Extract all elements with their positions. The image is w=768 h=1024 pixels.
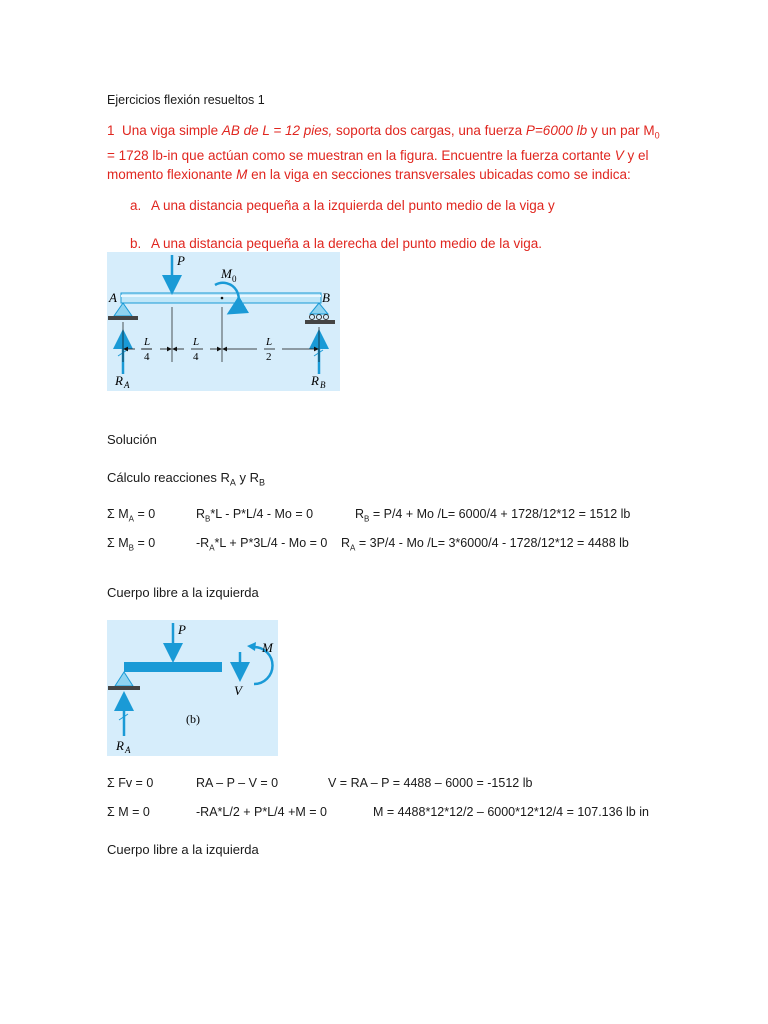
subscript: B (364, 514, 370, 524)
subscript: B (205, 514, 211, 524)
label-m0: M (221, 266, 232, 281)
problem-number: 1 (107, 123, 115, 138)
item-a-marker: a. (130, 198, 142, 213)
problem-text: Una viga simple (122, 123, 222, 138)
equation-1-mid (196, 507, 313, 524)
label-rb-sub: B (320, 380, 326, 390)
problem-text: AB de L = 12 pies, (221, 123, 333, 138)
problem-text: V (614, 147, 624, 163)
eq-text: -R (196, 536, 210, 550)
equation-2-right (341, 536, 629, 553)
eq-text: R (196, 507, 206, 521)
item-b-marker: b. (130, 236, 142, 251)
eq-text: Σ M (107, 507, 129, 521)
equation-2-left (107, 536, 155, 553)
problem-text: M (236, 166, 248, 182)
equation-3-right: V = RA – P = 4488 – 6000 = -1512 lb (328, 776, 533, 790)
dim-l-2: L (193, 336, 200, 348)
section-heading-cuerpo-libre-2: Cuerpo libre a la izquierda (107, 842, 259, 857)
eq-text: R (341, 536, 351, 550)
eq-text: = P/4 + Mo /L= 6000/4 + 1728/12*12 = 1512 lb (369, 507, 631, 521)
subscript: 0 (654, 130, 660, 141)
problem-text: y un par M (587, 123, 655, 138)
subscript: B (258, 477, 265, 488)
equation-4-left: Σ M = 0 (107, 805, 150, 819)
problem-text: soporta dos cargas, una fuerza (332, 123, 526, 138)
eq-text: *L - P*L/4 - Mo = 0 (210, 507, 314, 521)
label-v: V (234, 683, 242, 698)
item-a-text: A una distancia pequeña a la izquierda del punto medio de la viga y (151, 198, 555, 213)
section-heading-reacciones (107, 470, 265, 488)
equation-3-left: Σ Fv = 0 (107, 776, 154, 790)
label-m: M (262, 640, 273, 655)
subscript: A (229, 477, 236, 488)
problem-statement (107, 121, 667, 184)
problem-text: en la viga en secciones transversales ubicadas como se indica: (247, 166, 631, 182)
eq-text: = 3P/4 - Mo /L= 3*6000/4 - 1728/12*12 = 4488 lb (355, 536, 629, 550)
problem-text: y el momento flexionante (107, 147, 649, 182)
equation-1-left (107, 507, 155, 524)
item-b-text: A una distancia pequeña a la derecha del punto medio de la viga. (151, 236, 543, 251)
reacciones-text: Cálculo reacciones R (107, 470, 230, 485)
subscript: A (209, 543, 215, 553)
beam-diagram (107, 252, 340, 391)
pin-support-a (115, 672, 133, 686)
dim-l-3: L (266, 336, 273, 348)
label-b: B (322, 290, 330, 305)
label-a: A (109, 290, 117, 305)
beam-figure (107, 252, 340, 391)
label-ra: R (115, 373, 123, 388)
equation-4-right: M = 4488*12*12/2 – 6000*12*12/4 = 107.136 lb in (373, 805, 649, 819)
beam-segment (124, 662, 222, 672)
dim-l-1: L (144, 336, 151, 348)
label-b-caption: (b) (186, 712, 200, 726)
subscript: B (128, 543, 134, 553)
label-ra-sub: A (125, 745, 131, 755)
label-p: P (178, 622, 186, 637)
equation-4-mid: -RA*L/2 + P*L/4 +M = 0 (196, 805, 327, 819)
subscript: A (350, 543, 356, 553)
free-body-diagram (107, 620, 278, 756)
dim-denominator-1: 4 (144, 351, 150, 363)
free-body-figure (107, 620, 278, 756)
eq-text: = 0 (133, 507, 156, 521)
problem-text: = 1728 lb-in que actúan como se muestran en la figura. Encuentre la fuerza cortante (107, 147, 615, 163)
subscript: A (128, 514, 134, 524)
label-ra: R (116, 738, 124, 753)
equation-2-mid (196, 536, 327, 553)
eq-text: R (355, 507, 365, 521)
section-heading-cuerpo-libre-1: Cuerpo libre a la izquierda (107, 585, 259, 600)
label-p: P (177, 253, 185, 268)
equation-1-right (355, 507, 630, 524)
equation-3-mid: RA – P – V = 0 (196, 776, 279, 790)
label-ra-sub: A (124, 380, 130, 390)
document-title: Ejercicios flexión resueltos 1 (107, 93, 265, 107)
dim-denominator-2: 4 (193, 351, 199, 363)
label-rb: R (311, 373, 319, 388)
dim-denominator-3: 2 (266, 351, 272, 363)
eq-text: *L + P*3L/4 - Mo = 0 (214, 536, 328, 550)
label-m0-sub: 0 (232, 274, 237, 284)
eq-text: = 0 (133, 536, 156, 550)
section-heading-solucion: Solución (107, 432, 157, 447)
reacciones-text: y R (235, 470, 259, 485)
eq-text: Σ M (107, 536, 129, 550)
problem-text: P=6000 lb (525, 123, 588, 138)
